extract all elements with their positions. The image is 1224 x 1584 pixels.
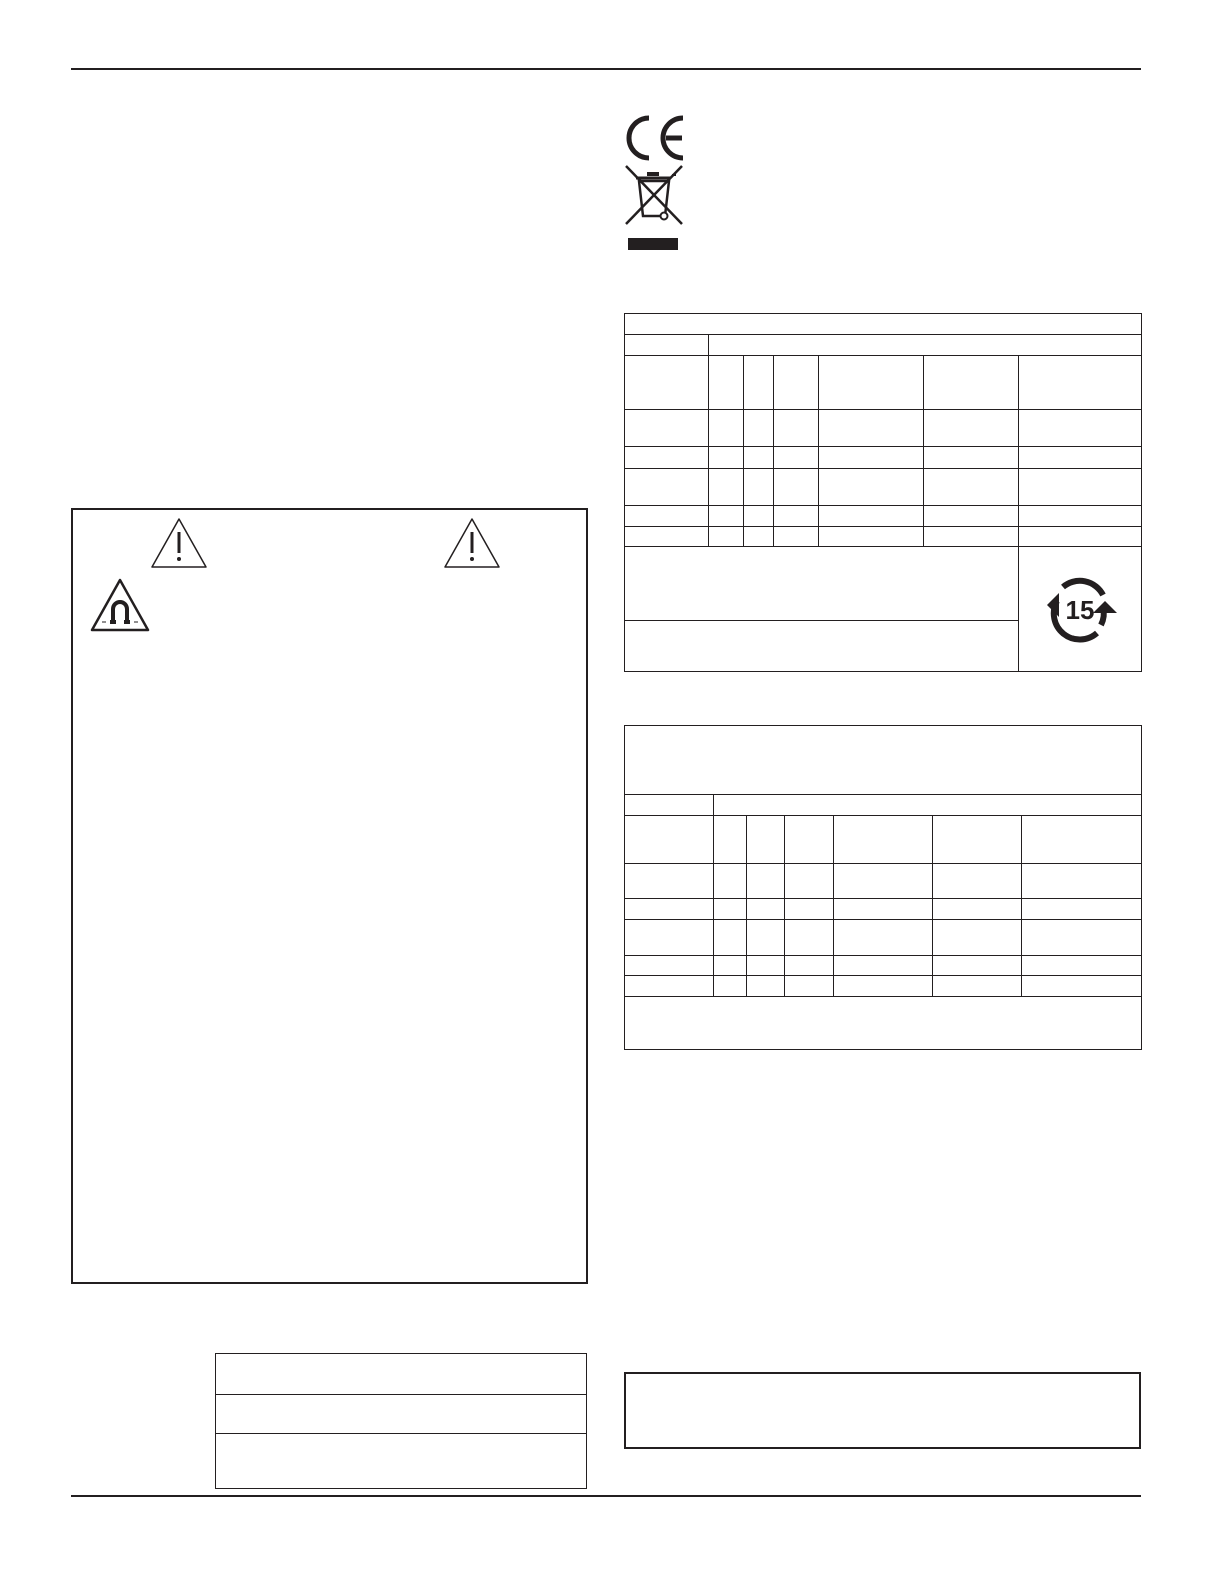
table-cell bbox=[625, 816, 714, 864]
table-row bbox=[625, 410, 1142, 447]
table-cell bbox=[834, 899, 933, 920]
table-cell bbox=[625, 447, 709, 469]
table-cell bbox=[774, 447, 819, 469]
table-title-row bbox=[625, 314, 1142, 335]
table-row bbox=[625, 864, 1142, 899]
epup-cell bbox=[1019, 547, 1142, 672]
table-row bbox=[625, 527, 1142, 547]
table-cell bbox=[625, 997, 1142, 1050]
table-cell bbox=[924, 469, 1019, 506]
table-cell bbox=[714, 795, 1142, 816]
table-cell bbox=[785, 976, 834, 997]
table-row bbox=[625, 956, 1142, 976]
table-note-row bbox=[625, 997, 1142, 1050]
table-cell bbox=[1022, 976, 1142, 997]
table-cell bbox=[933, 899, 1022, 920]
table-cell bbox=[774, 356, 819, 410]
table-cell bbox=[744, 410, 774, 447]
table-cell bbox=[747, 864, 785, 899]
table-title-row bbox=[625, 726, 1142, 795]
table-cell bbox=[1019, 527, 1142, 547]
table-cell bbox=[709, 469, 744, 506]
table-cell bbox=[924, 356, 1019, 410]
table-cell bbox=[625, 335, 709, 356]
table-cell bbox=[924, 447, 1019, 469]
table-cell bbox=[785, 956, 834, 976]
table-cell bbox=[709, 356, 744, 410]
table-cell bbox=[924, 410, 1019, 447]
table-cell bbox=[933, 864, 1022, 899]
table-cell bbox=[819, 469, 924, 506]
table-cell bbox=[625, 899, 714, 920]
table-group-header-row bbox=[625, 795, 1142, 816]
table-cell bbox=[924, 506, 1019, 527]
table-cell bbox=[744, 356, 774, 410]
table-row bbox=[625, 447, 1142, 469]
table-cell bbox=[1019, 410, 1142, 447]
table-cell bbox=[1019, 356, 1142, 410]
table-cell bbox=[819, 447, 924, 469]
table-cell bbox=[216, 1434, 587, 1489]
table-cell bbox=[709, 335, 1142, 356]
table-cell bbox=[714, 864, 747, 899]
table-cell bbox=[714, 976, 747, 997]
table-row bbox=[625, 976, 1142, 997]
table-cell bbox=[625, 410, 709, 447]
table-cell bbox=[216, 1395, 587, 1434]
table-cell bbox=[785, 920, 834, 956]
table-row bbox=[625, 469, 1142, 506]
table-cell bbox=[1022, 864, 1142, 899]
table-row bbox=[216, 1395, 587, 1434]
table-cell bbox=[625, 527, 709, 547]
table-cell bbox=[709, 410, 744, 447]
table-header-row bbox=[625, 816, 1142, 864]
table-cell bbox=[744, 469, 774, 506]
table-cell bbox=[819, 527, 924, 547]
table-cell bbox=[709, 447, 744, 469]
bottom-notice-box bbox=[624, 1372, 1141, 1449]
table-cell bbox=[785, 864, 834, 899]
environment-friendly-use-period-icon bbox=[1043, 575, 1117, 643]
bottom-page-rule bbox=[71, 1495, 1141, 1497]
table-cell bbox=[933, 816, 1022, 864]
top-page-rule bbox=[71, 68, 1141, 70]
table-cell bbox=[216, 1354, 587, 1395]
table-row bbox=[625, 920, 1142, 956]
table-cell bbox=[924, 527, 1019, 547]
crossed-out-wheelie-bin-icon bbox=[624, 164, 684, 252]
table-cell bbox=[744, 447, 774, 469]
table-cell bbox=[625, 864, 714, 899]
table-cell bbox=[714, 920, 747, 956]
table-cell bbox=[747, 816, 785, 864]
table-cell bbox=[1022, 920, 1142, 956]
table-cell bbox=[625, 547, 1019, 621]
table-cell bbox=[774, 410, 819, 447]
table-cell bbox=[625, 956, 714, 976]
table-cell bbox=[834, 864, 933, 899]
table-row bbox=[216, 1434, 587, 1489]
table-cell bbox=[834, 956, 933, 976]
table-cell bbox=[625, 469, 709, 506]
table-note-row bbox=[625, 547, 1142, 621]
table-cell bbox=[625, 314, 1142, 335]
table-cell bbox=[1022, 816, 1142, 864]
table-cell bbox=[834, 816, 933, 864]
table-cell bbox=[709, 506, 744, 527]
table-cell bbox=[1019, 506, 1142, 527]
table-cell bbox=[933, 956, 1022, 976]
table-cell bbox=[1019, 469, 1142, 506]
table-cell bbox=[774, 469, 819, 506]
table-cell bbox=[625, 920, 714, 956]
table-cell bbox=[1022, 956, 1142, 976]
hazardous-substances-table-1 bbox=[624, 313, 1142, 672]
table-cell bbox=[819, 356, 924, 410]
warning-triangle-icon bbox=[150, 517, 208, 569]
table-cell bbox=[1019, 447, 1142, 469]
ce-mark-icon bbox=[622, 116, 686, 160]
hazardous-substances-table-2 bbox=[624, 725, 1142, 1050]
table-group-header-row bbox=[625, 335, 1142, 356]
table-cell bbox=[834, 920, 933, 956]
table-cell bbox=[785, 899, 834, 920]
table-cell bbox=[747, 976, 785, 997]
table-cell bbox=[625, 506, 709, 527]
table-cell bbox=[625, 726, 1142, 795]
table-cell bbox=[1022, 899, 1142, 920]
table-cell bbox=[714, 899, 747, 920]
left-info-table bbox=[215, 1353, 587, 1489]
table-cell bbox=[744, 506, 774, 527]
table-cell bbox=[747, 899, 785, 920]
table-cell bbox=[625, 976, 714, 997]
table-cell bbox=[747, 956, 785, 976]
table-cell bbox=[747, 920, 785, 956]
table-cell bbox=[933, 976, 1022, 997]
table-cell bbox=[714, 816, 747, 864]
table-cell bbox=[819, 410, 924, 447]
table-cell bbox=[744, 527, 774, 547]
table-cell bbox=[933, 920, 1022, 956]
table-cell bbox=[625, 356, 709, 410]
table-row bbox=[625, 506, 1142, 527]
table-header-row bbox=[625, 356, 1142, 410]
epup-years: 15 bbox=[1065, 595, 1095, 625]
table-cell bbox=[834, 976, 933, 997]
table-cell bbox=[625, 795, 714, 816]
table-row bbox=[625, 899, 1142, 920]
warning-triangle-icon bbox=[443, 517, 501, 569]
table-cell bbox=[774, 527, 819, 547]
magnetic-field-warning-icon bbox=[90, 578, 150, 632]
table-row bbox=[216, 1354, 587, 1395]
table-cell bbox=[625, 621, 1019, 672]
table-cell bbox=[785, 816, 834, 864]
table-cell bbox=[774, 506, 819, 527]
table-cell bbox=[819, 506, 924, 527]
table-cell bbox=[714, 956, 747, 976]
table-cell bbox=[709, 527, 744, 547]
